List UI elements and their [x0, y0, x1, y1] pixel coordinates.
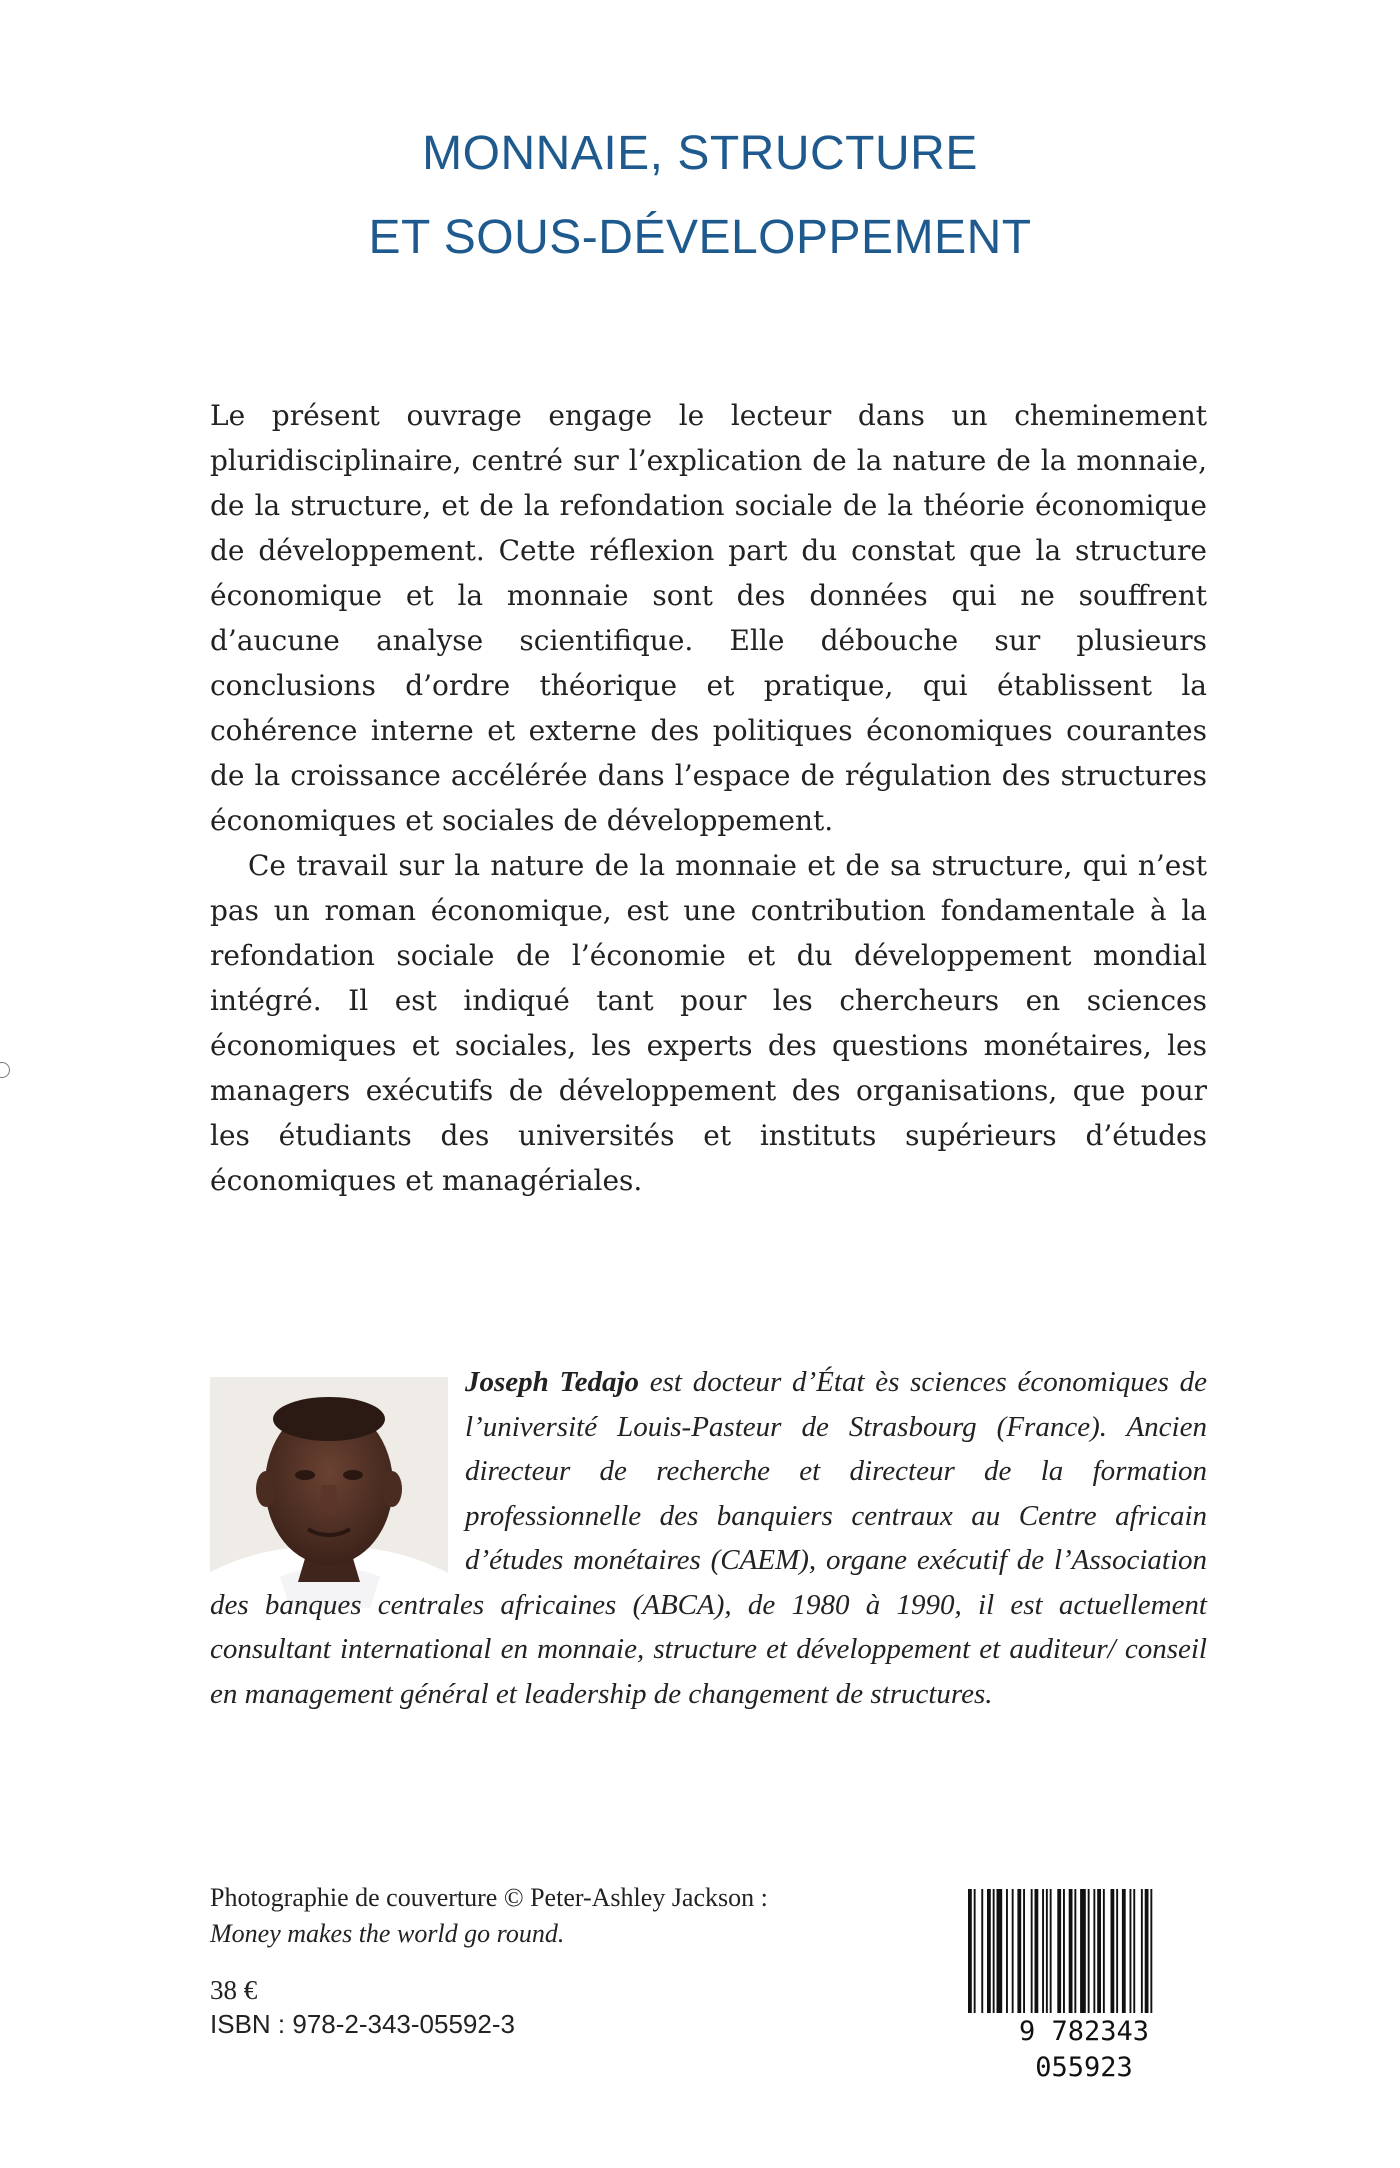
barcode-bar [987, 1889, 991, 2013]
barcode-bar [1133, 1889, 1135, 2013]
photo-spacer [210, 1360, 465, 1582]
barcode-bar [1103, 1889, 1105, 2013]
barcode-bar [1074, 1889, 1076, 2013]
barcode-bar [1035, 1889, 1039, 2013]
barcode-bar [993, 1889, 995, 2013]
barcode-bar [1145, 1889, 1149, 2013]
author-bio [210, 1360, 1207, 1716]
barcode-bar [1088, 1889, 1090, 2013]
price: 38 € [210, 1975, 258, 2005]
barcode-bar [1080, 1889, 1086, 2013]
barcode-bar [1130, 1889, 1132, 2013]
barcode-bar [974, 1889, 976, 2013]
barcode-bar [1069, 1889, 1073, 2013]
barcode-bar [1031, 1889, 1033, 2013]
summary-paragraph-2: Ce travail sur la nature de la monnaie et de sa structure, qui n’est pas un roman économique, est une contribution fondamentale à la refondation sociale de l’économie et du développement mondial intégré. Il est indiqué tant pour les chercheurs en sciences économiques et sociales, les experts des questions monétaires, les managers exécutifs de développement des organisations, que pour les étudiants des universités et instituts supérieurs d’études économiques et managériales. [210, 849, 1207, 1197]
crop-mark [0, 1062, 10, 1078]
barcode-bar [1097, 1889, 1101, 2013]
barcode-bar [1150, 1889, 1152, 2013]
photo-credit-line: Photographie de couverture © Peter-Ashley Jackson : [210, 1883, 768, 1912]
barcode-bar [1023, 1889, 1025, 2013]
barcode-bar [981, 1889, 983, 2013]
isbn: ISBN : 978-2-343-05592-3 [210, 2009, 515, 2039]
author-name: Joseph Tedajo [465, 1366, 640, 1398]
photo-credit [210, 1880, 930, 1952]
barcode-bar [1017, 1889, 1021, 2013]
barcode-bar [1057, 1889, 1061, 2013]
barcode-bar [968, 1889, 972, 2013]
summary-paragraph-1: Le présent ouvrage engage le lecteur dans un cheminement pluridisciplinaire, centré sur l’explication de la nature de la monnaie, de la structure, et de la refondation sociale de la théorie économique de développement. Cette réflexion part du constat que la structure économique et la monnaie sont des données qui ne souffrent d’aucune analyse scientifique. Elle débouche sur plusieurs conclusions d’ordre théorique et pratique, qui établissent la cohérence interne et externe des politiques économiques courantes de la croissance accélérée dans l’espace de régulation des structures économiques et sociales de développement. [210, 399, 1207, 837]
title-line-1: MONNAIE, STRUCTURE [422, 127, 978, 180]
barcode-bar [1012, 1889, 1014, 2013]
barcode-bar [1063, 1889, 1065, 2013]
barcode-digits: 9 782343 055923 [1018, 2016, 1150, 2083]
barcode-bar [1042, 1889, 1044, 2013]
barcode-bar [1050, 1889, 1052, 2013]
barcode-bar [1122, 1889, 1126, 2013]
book-title [0, 112, 1400, 280]
summary-text [210, 393, 1207, 1203]
title-line-2: ET SOUS-DÉVELOPPEMENT [368, 211, 1032, 264]
barcode-bar [1111, 1889, 1115, 2013]
barcode-bar [1006, 1889, 1008, 2013]
photo-credit-caption: Money makes the world go round. [210, 1919, 565, 1948]
barcode-bar [1116, 1889, 1118, 2013]
barcode-bar [997, 1889, 1003, 2013]
barcode-bar [1141, 1889, 1143, 2013]
barcode-bar [1093, 1889, 1095, 2013]
barcode-bar [1046, 1889, 1048, 2013]
author-bio-text: est docteur d’État ès sciences économiques de l’université Louis-Pasteur de Strasbourg (France). Ancien directeur de recherche et directeur de la formation professionnelle des banquiers centraux au Centre africain d’études monétaires (CAEM), organe exécutif de l’Association des banques centrales africaines (ABCA), de 1980 à 1990, il est actuellement consultant international en monnaie, structure et développement et auditeur/ conseil en management général et leadership de changement de structures. [210, 1366, 1207, 1710]
